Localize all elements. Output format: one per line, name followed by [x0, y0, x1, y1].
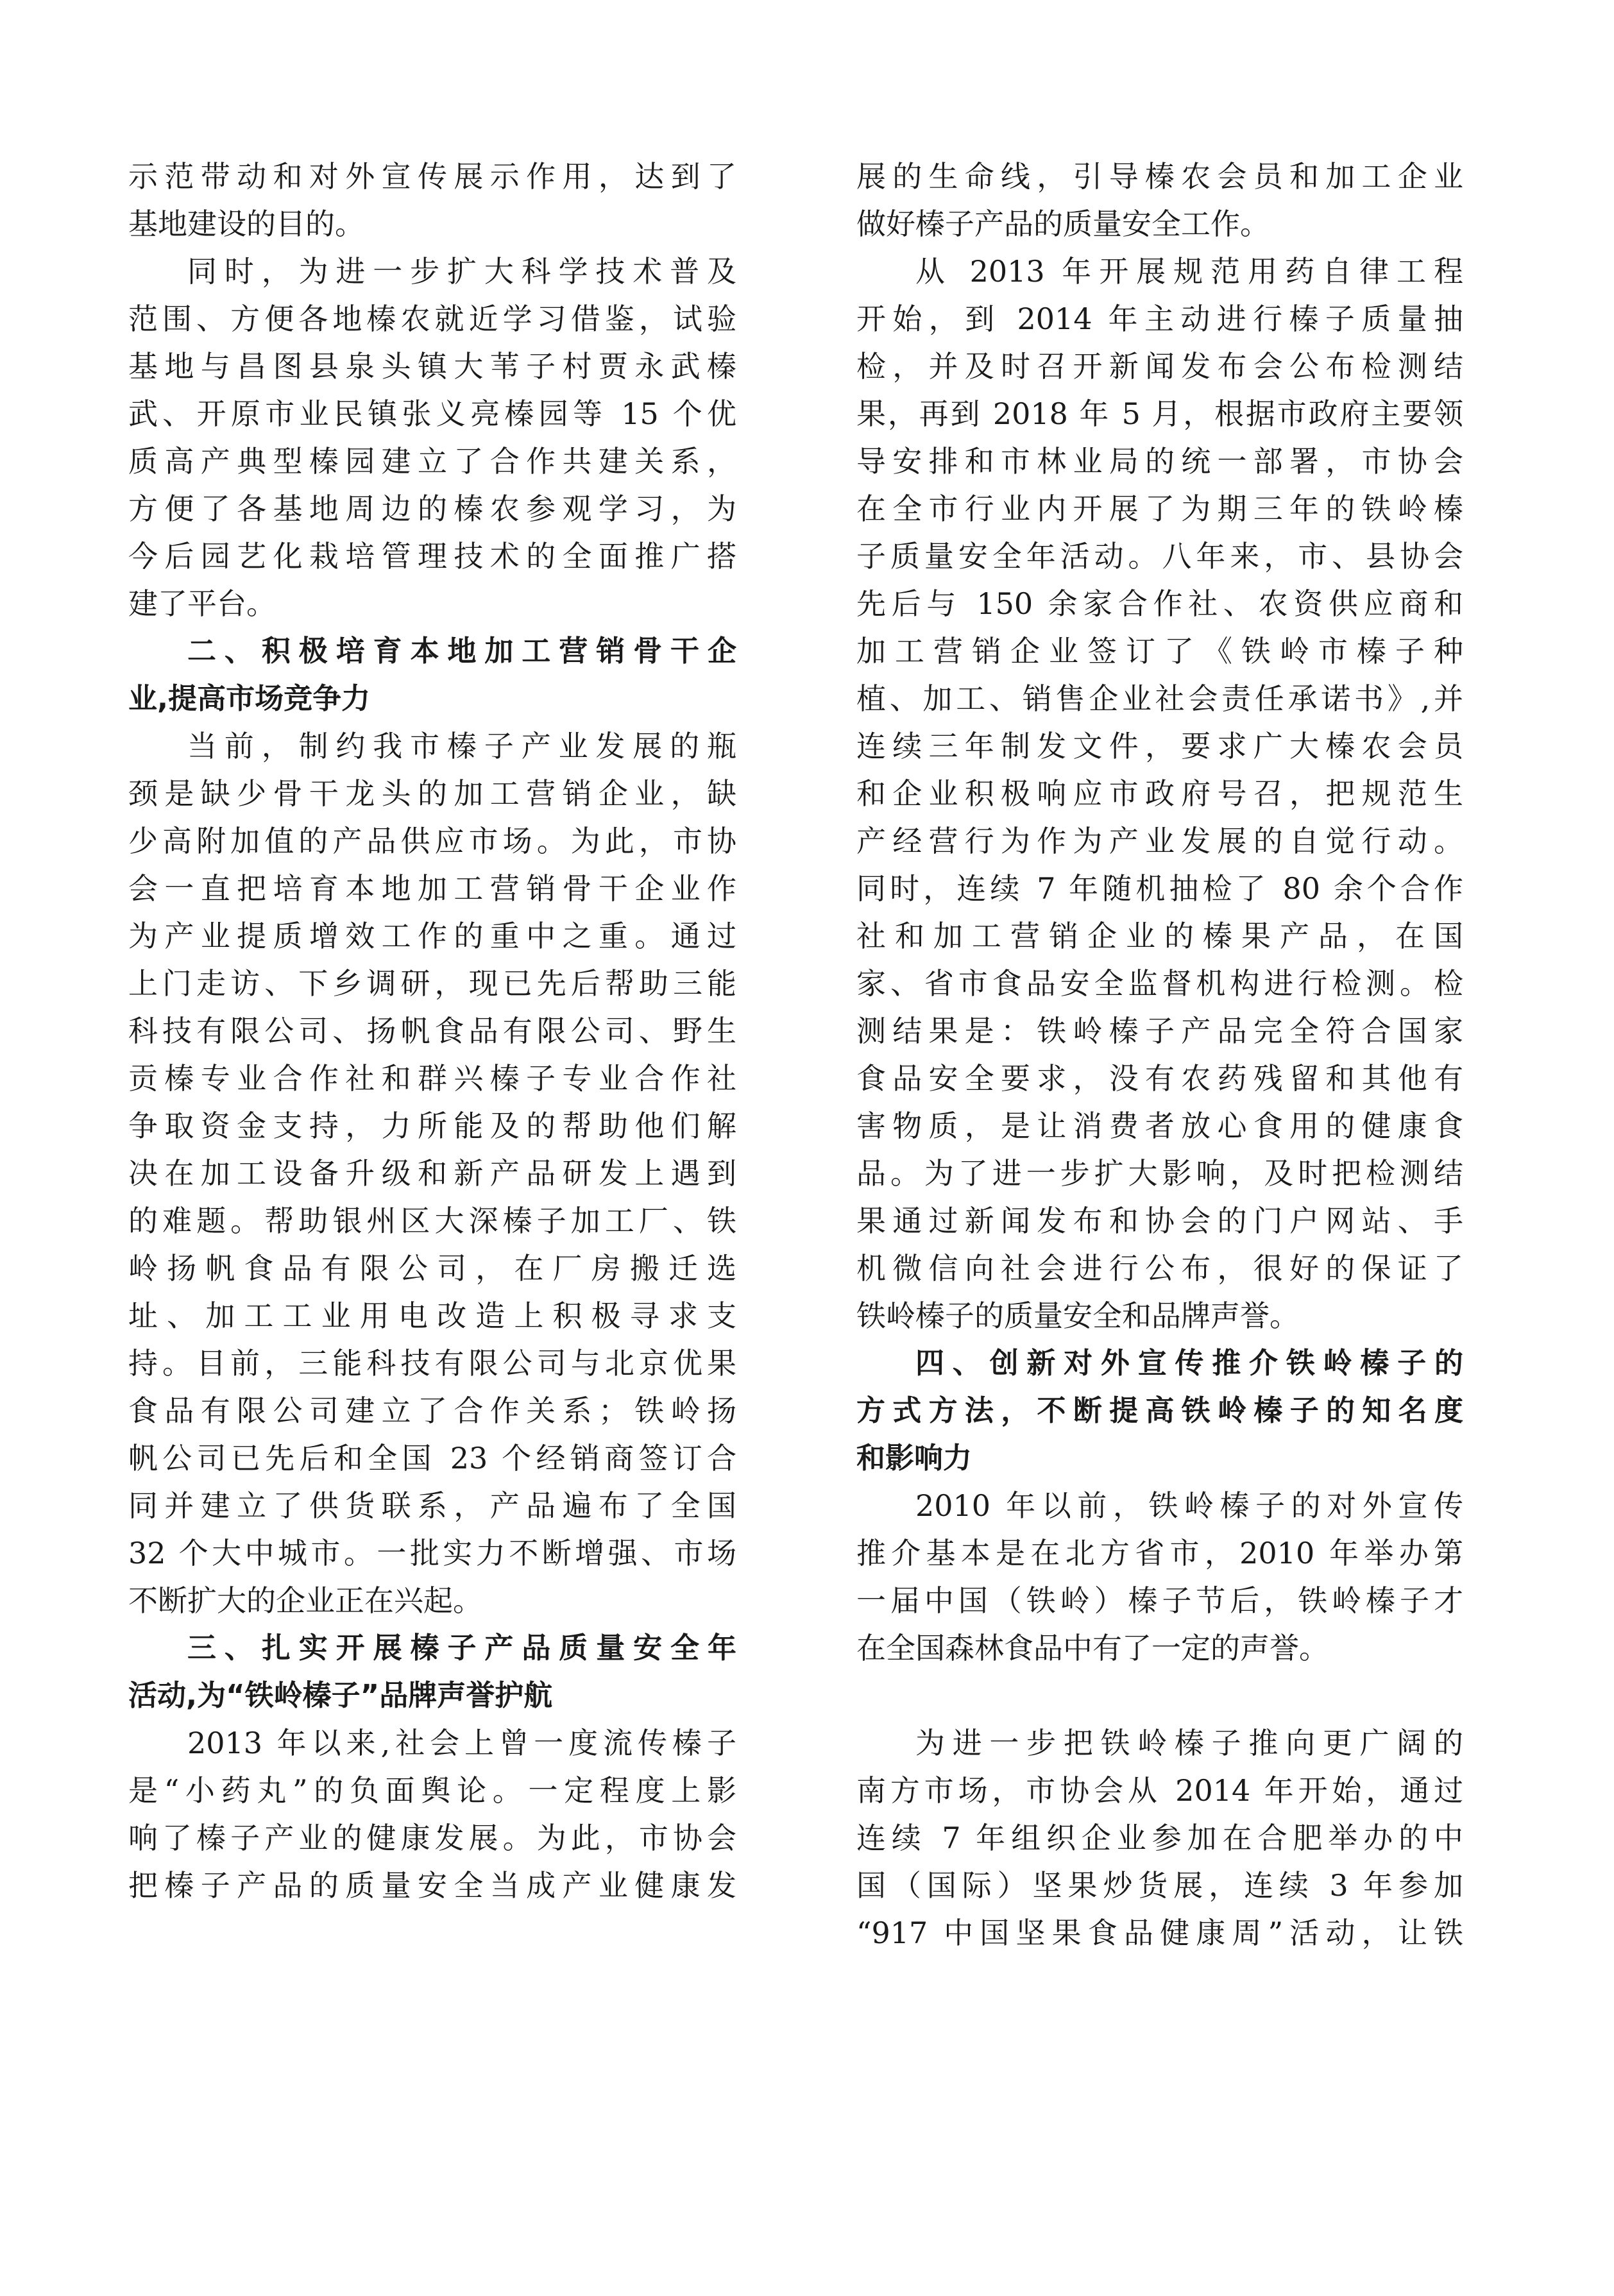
text-line: 果通过新闻发布和协会的门户网站、手 — [856, 1203, 1463, 1238]
text-line: 科技有限公司、扬帆食品有限公司、野生 — [128, 1014, 736, 1048]
text-line: 先后与 150 余家合作社、农资供应商和 — [856, 586, 1463, 621]
section-heading-line: 方式方法，不断提高铁岭榛子的知名度 — [856, 1393, 1463, 1427]
section-heading-line: 四、创新对外宣传推介铁岭榛子的 — [915, 1346, 1463, 1380]
text-line: 贡榛专业合作社和群兴榛子专业合作社 — [128, 1061, 736, 1096]
text-line: 武、开原市业民镇张义亮榛园等 15 个优 — [128, 396, 736, 431]
text-line: 做好榛子产品的质量安全工作。 — [856, 207, 1270, 241]
text-line: 果，再到 2018 年 5 月，根据市政府主要领 — [856, 396, 1463, 431]
text-line: 连续三年制发文件，要求广大榛农会员 — [856, 729, 1463, 763]
text-line: 同时，连续 7 年随机抽检了 80 余个合作 — [856, 871, 1463, 906]
text-line: 导安排和市林业局的统一部署，市协会 — [856, 444, 1463, 479]
text-line: 建了平台。 — [128, 586, 276, 621]
text-line: 基地与昌图县泉头镇大苇子村贾永武榛 — [128, 349, 736, 384]
text-line: 铁岭榛子的质量安全和品牌声誉。 — [856, 1298, 1299, 1333]
section-heading-line: 二、积极培育本地加工营销骨干企 — [187, 634, 736, 668]
text-line: 食品安全要求，没有农药残留和其他有 — [856, 1061, 1463, 1096]
text-line: 展的生命线，引导榛农会员和加工企业 — [856, 159, 1463, 194]
section-heading-line: 活动,为“铁岭榛子”品牌声誉护航 — [128, 1678, 553, 1712]
text-line: 当前，制约我市榛子产业发展的瓶 — [187, 729, 736, 763]
text-line: “917 中国坚果食品健康周”活动，让铁 — [856, 1916, 1463, 1950]
left-column — [128, 153, 736, 1909]
text-line: 测结果是：铁岭榛子产品完全符合国家 — [856, 1014, 1463, 1048]
text-line: 是“小药丸”的负面舆论。一定程度上影 — [128, 1773, 736, 1808]
text-line: 国（国际）坚果炒货展，连续 3 年参加 — [856, 1868, 1463, 1903]
text-line: 社和加工营销企业的榛果产品，在国 — [856, 919, 1463, 953]
text-line: 推介基本是在北方省市，2010 年举办第 — [856, 1536, 1463, 1570]
section-heading-line: 和影响力 — [856, 1441, 973, 1475]
text-line: 加工营销企业签订了《铁岭市榛子种 — [856, 634, 1463, 668]
text-line: 址、加工工业用电改造上积极寻求支 — [128, 1298, 736, 1333]
text-line: 会一直把培育本地加工营销骨干企业作 — [128, 871, 736, 906]
text-line: 品。为了进一步扩大影响，及时把检测结 — [856, 1156, 1463, 1191]
text-line: 示范带动和对外宣传展示作用，达到了 — [128, 159, 736, 194]
text-line: 基地建设的目的。 — [128, 207, 364, 241]
text-line: 连续 7 年组织企业参加在合肥举办的中 — [856, 1821, 1463, 1855]
text-line: 岭扬帆食品有限公司，在厂房搬迁选 — [128, 1251, 736, 1286]
text-line: 为产业提质增效工作的重中之重。通过 — [128, 919, 736, 953]
text-line: 今后园艺化栽培管理技术的全面推广搭 — [128, 539, 736, 574]
section-heading-line: 业,提高市场竞争力 — [128, 681, 371, 715]
text-line: 少高附加值的产品供应市场。为此，市协 — [128, 824, 736, 858]
text-line: 争取资金支持，力所能及的帮助他们解 — [128, 1109, 736, 1143]
text-line: 范围、方便各地榛农就近学习借鉴，试验 — [128, 302, 736, 336]
text-line: 南方市场，市协会从 2014 年开始，通过 — [856, 1773, 1463, 1808]
text-line: 不断扩大的企业正在兴起。 — [128, 1583, 482, 1618]
text-line: 质高产典型榛园建立了合作共建关系， — [128, 444, 736, 479]
text-line: 颈是缺少骨干龙头的加工营销企业，缺 — [128, 776, 736, 811]
text-line: 子质量安全年活动。八年来，市、县协会 — [856, 539, 1463, 574]
text-line: 从 2013 年开展规范用药自律工程 — [915, 254, 1463, 289]
text-line: 方便了各基地周边的榛农参观学习，为 — [128, 491, 736, 526]
text-line: 为进一步把铁岭榛子推向更广阔的 — [915, 1726, 1463, 1760]
section-heading-line: 三、扎实开展榛子产品质量安全年 — [187, 1631, 736, 1665]
text-line: 食品有限公司建立了合作关系；铁岭扬 — [128, 1393, 736, 1428]
text-line: 2013 年以来,社会上曾一度流传榛子 — [187, 1726, 736, 1760]
text-line: 上门走访、下乡调研，现已先后帮助三能 — [128, 966, 736, 1001]
text-line — [856, 1672, 1463, 1719]
text-line: 同并建立了供货联系，产品遍布了全国 — [128, 1488, 736, 1523]
right-column — [856, 153, 1463, 1957]
text-line: 的难题。帮助银州区大深榛子加工厂、铁 — [128, 1203, 736, 1238]
text-line: 机微信向社会进行公布，很好的保证了 — [856, 1251, 1463, 1286]
text-line: 把榛子产品的质量安全当成产业健康发 — [128, 1868, 736, 1903]
text-line: 32 个大中城市。一批实力不断增强、市场 — [128, 1536, 736, 1570]
text-line: 持。目前，三能科技有限公司与北京优果 — [128, 1346, 736, 1381]
text-line: 响了榛子产业的健康发展。为此，市协会 — [128, 1821, 736, 1855]
text-line: 帆公司已先后和全国 23 个经销商签订合 — [128, 1441, 736, 1475]
text-line: 和企业积极响应市政府号召，把规范生 — [856, 776, 1463, 811]
text-line: 植、加工、销售企业社会责任承诺书》,并 — [856, 681, 1463, 716]
text-line: 在全市行业内开展了为期三年的铁岭榛 — [856, 491, 1463, 526]
text-line: 检，并及时召开新闻发布会公布检测结 — [856, 349, 1463, 384]
text-line: 害物质，是让消费者放心食用的健康食 — [856, 1109, 1463, 1143]
text-line: 家、省市食品安全监督机构进行检测。检 — [856, 966, 1463, 1001]
text-line: 同时，为进一步扩大科学技术普及 — [187, 254, 736, 289]
text-line: 2010 年以前，铁岭榛子的对外宣传 — [915, 1488, 1463, 1523]
text-line: 在全国森林食品中有了一定的声誉。 — [856, 1631, 1329, 1665]
text-line: 开始，到 2014 年主动进行榛子质量抽 — [856, 302, 1463, 336]
text-line: 决在加工设备升级和新产品研发上遇到 — [128, 1156, 736, 1191]
text-line: 产经营行为作为产业发展的自觉行动。 — [856, 824, 1463, 858]
text-line: 一届中国（铁岭）榛子节后，铁岭榛子才 — [856, 1583, 1463, 1618]
